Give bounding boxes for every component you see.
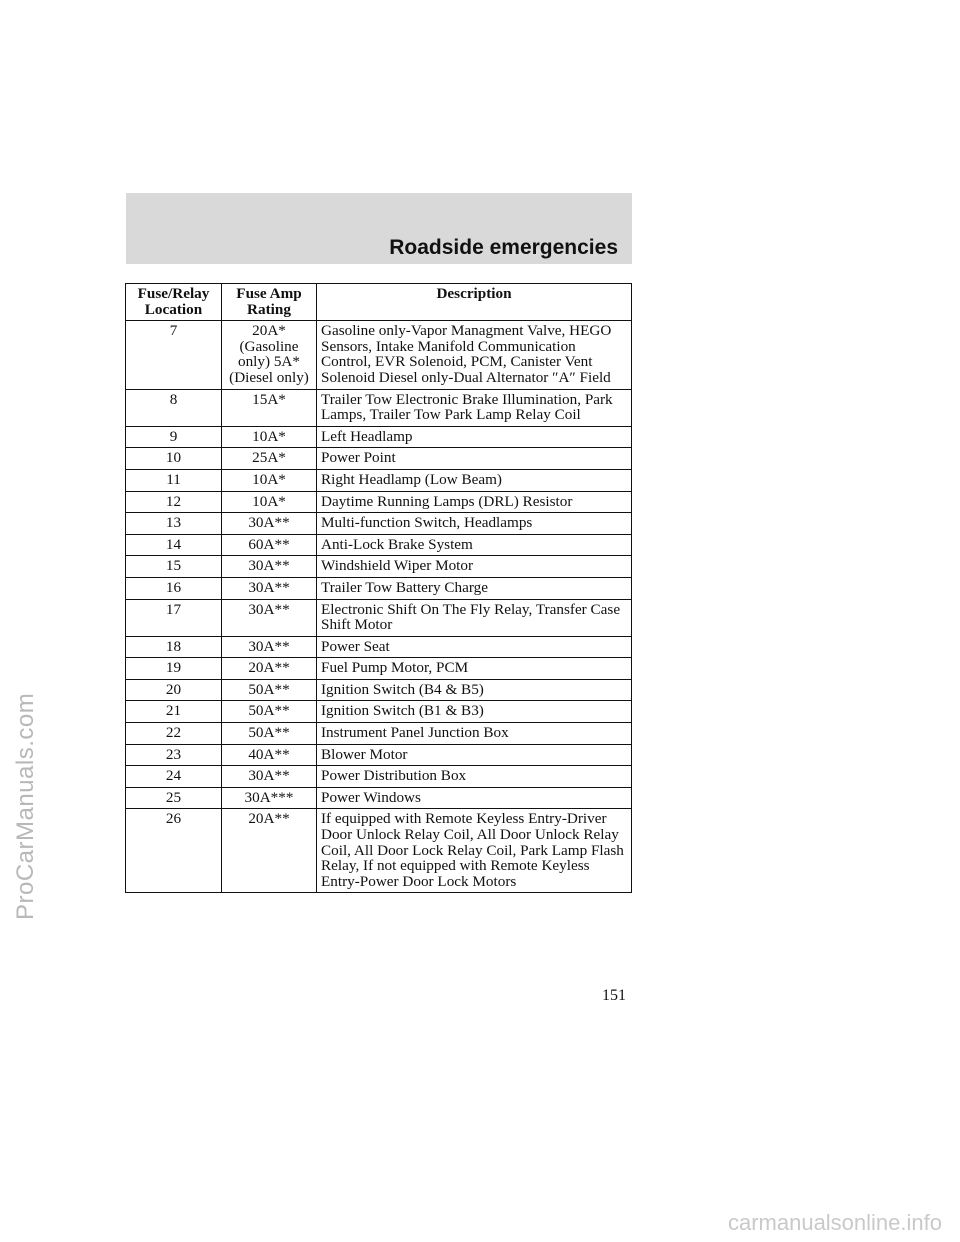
cell-amp-rating: 30A** [222,513,317,535]
cell-amp-rating: 10A* [222,491,317,513]
table-body [126,321,632,893]
cell-amp-rating: 25A* [222,448,317,470]
table-header-row [126,284,632,321]
cell-description: Right Headlamp (Low Beam) [317,469,632,491]
cell-description: Power Seat [317,636,632,658]
cell-location: 19 [126,658,222,680]
cell-description: Multi-function Switch, Headlamps [317,513,632,535]
cell-location: 20 [126,679,222,701]
cell-location: 10 [126,448,222,470]
cell-amp-rating: 20A** [222,658,317,680]
cell-description: Power Point [317,448,632,470]
cell-amp-rating: 50A** [222,701,317,723]
table-row [126,513,632,535]
table-row [126,787,632,809]
table-row [126,426,632,448]
cell-description: Ignition Switch (B1 & B3) [317,701,632,723]
cell-amp-rating: 50A** [222,723,317,745]
cell-location: 24 [126,766,222,788]
cell-location: 22 [126,723,222,745]
cell-amp-rating: 30A** [222,636,317,658]
cell-description: Windshield Wiper Motor [317,556,632,578]
cell-amp-rating: 40A** [222,744,317,766]
cell-amp-rating: 30A** [222,556,317,578]
cell-amp-rating: 10A* [222,469,317,491]
page-number: 151 [602,987,626,1004]
cell-description: Blower Motor [317,744,632,766]
table-row [126,723,632,745]
cell-description: Power Distribution Box [317,766,632,788]
table-row [126,658,632,680]
cell-description: If equipped with Remote Keyless Entry-Driver Door Unlock Relay Coil, All Door Unlock Relay Coil, All Door Lock Relay Coil, Park Lamp Flash Relay, If not equipped with Remote Keyless Entry-Power Door Lock Motors [317,809,632,893]
table-row [126,636,632,658]
cell-amp-rating: 60A** [222,534,317,556]
header-location: Fuse/Relay Location [126,284,222,321]
side-watermark: ProCarManuals.com [12,692,39,920]
cell-description: Gasoline only-Vapor Managment Valve, HEGO Sensors, Intake Manifold Communication Control, EVR Solenoid, PCM, Canister Vent Solenoid Diesel only-Dual Alternator ″A″ Field [317,321,632,389]
cell-description: Fuel Pump Motor, PCM [317,658,632,680]
cell-amp-rating: 30A** [222,766,317,788]
table-row [126,491,632,513]
table-row [126,599,632,636]
header-description: Description [317,284,632,321]
table-row [126,469,632,491]
cell-description: Daytime Running Lamps (DRL) Resistor [317,491,632,513]
cell-location: 7 [126,321,222,389]
cell-description: Power Windows [317,787,632,809]
cell-location: 17 [126,599,222,636]
cell-location: 13 [126,513,222,535]
table-row [126,321,632,389]
cell-location: 21 [126,701,222,723]
cell-location: 26 [126,809,222,893]
cell-amp-rating: 30A** [222,599,317,636]
section-title: Roadside emergencies [389,236,618,259]
table-row [126,448,632,470]
cell-location: 8 [126,389,222,426]
cell-description: Instrument Panel Junction Box [317,723,632,745]
cell-location: 16 [126,577,222,599]
cell-amp-rating: 20A* (Gasoline only) 5A* (Diesel only) [222,321,317,389]
cell-description: Left Headlamp [317,426,632,448]
cell-location: 25 [126,787,222,809]
fuse-table [125,283,632,893]
cell-location: 12 [126,491,222,513]
cell-location: 23 [126,744,222,766]
cell-amp-rating: 15A* [222,389,317,426]
table-row [126,389,632,426]
cell-amp-rating: 20A** [222,809,317,893]
cell-location: 14 [126,534,222,556]
table-row [126,766,632,788]
cell-amp-rating: 30A*** [222,787,317,809]
section-header-band [126,193,632,264]
cell-location: 18 [126,636,222,658]
cell-amp-rating: 50A** [222,679,317,701]
cell-description: Electronic Shift On The Fly Relay, Transfer Case Shift Motor [317,599,632,636]
cell-description: Anti-Lock Brake System [317,534,632,556]
cell-description: Trailer Tow Electronic Brake Illumination, Park Lamps, Trailer Tow Park Lamp Relay Coil [317,389,632,426]
cell-amp-rating: 30A** [222,577,317,599]
cell-location: 11 [126,469,222,491]
table-row [126,809,632,893]
table-row [126,679,632,701]
bottom-watermark: carmanualsonline.info [727,1210,942,1235]
table-row [126,534,632,556]
table-row [126,701,632,723]
table-row [126,744,632,766]
cell-description: Ignition Switch (B4 & B5) [317,679,632,701]
table-row [126,577,632,599]
cell-location: 9 [126,426,222,448]
cell-location: 15 [126,556,222,578]
cell-amp-rating: 10A* [222,426,317,448]
header-amp-rating: Fuse Amp Rating [222,284,317,321]
cell-description: Trailer Tow Battery Charge [317,577,632,599]
table-row [126,556,632,578]
